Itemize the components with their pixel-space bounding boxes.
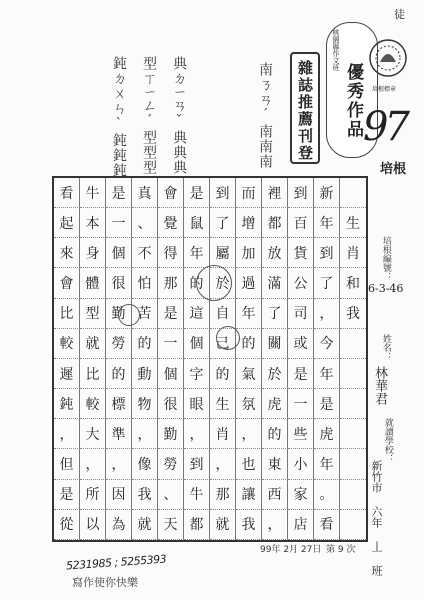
grid-cell: 年 (236, 299, 262, 329)
practice-word-1: 典ㄉㄧㄢˇ典典典 (171, 56, 187, 176)
grid-cell: 到 (184, 449, 210, 479)
grid-cell: 是 (54, 480, 80, 510)
grid-cell: 我 (236, 510, 262, 540)
grid-cell (340, 449, 366, 479)
grid-cell: 來 (54, 238, 80, 268)
grid-cell: 而 (236, 178, 262, 208)
grid-cell: 關 (262, 329, 288, 359)
grid-cell: 很 (106, 268, 132, 298)
grid-cell: 覺 (158, 208, 184, 238)
grid-cell: 肖 (340, 238, 366, 268)
grid-cell: 勤 (106, 299, 132, 329)
grid-cell: 是 (184, 178, 210, 208)
page-label: 第 9 次 (326, 545, 356, 555)
grid-cell: 百 (288, 208, 314, 238)
grid-cell: ， (132, 419, 158, 449)
school-label: 就讀學校： (382, 418, 393, 463)
grid-cell: 年 (314, 449, 340, 479)
grid-cell: 放 (262, 238, 288, 268)
grid-cell: 和 (340, 268, 366, 298)
grid-cell: 讓 (236, 480, 262, 510)
grid-cell: ， (262, 510, 288, 540)
grid-cell: 加 (236, 238, 262, 268)
grid-cell: 但 (54, 449, 80, 479)
grid-cell: 大 (80, 419, 106, 449)
grid-cell: 是 (314, 389, 340, 419)
recommend-stamp-label: 雜誌推薦刊登 (296, 60, 314, 162)
grid-cell (340, 480, 366, 510)
grid-cell: ， (80, 449, 106, 479)
grid-cell: 所 (80, 480, 106, 510)
practice-word-2: 型ㄒㄧㄥˊ型型型 (141, 56, 157, 176)
grid-cell: 眼 (184, 389, 210, 419)
peigen-logo-icon (368, 38, 408, 78)
grid-cell: ， (54, 419, 80, 449)
grid-cell: 都 (262, 208, 288, 238)
grid-cell: 的 (106, 359, 132, 389)
grid-cell: 因 (106, 480, 132, 510)
recommend-stamp (290, 52, 320, 164)
grid-cell: 己 (210, 329, 236, 359)
grid-cell: 新 (314, 178, 340, 208)
grid-cell: 動 (132, 359, 158, 389)
grid-cell: 鈍 (54, 389, 80, 419)
grid-cell: 的 (210, 359, 236, 389)
grid-cell: 西 (262, 480, 288, 510)
grid-cell: 像 (132, 449, 158, 479)
practice-word-extra: 南ㄋㄢˊ南南南 (257, 62, 273, 169)
grid-cell: 於 (210, 268, 236, 298)
grid-cell: 了 (314, 268, 340, 298)
grid-cell: 勞 (158, 449, 184, 479)
grid-cell: 氛 (236, 389, 262, 419)
name-value: 林華君 (372, 366, 387, 405)
grid-cell: 一 (106, 208, 132, 238)
grid-cell: 就 (132, 510, 158, 540)
grid-cell: 比 (80, 359, 106, 389)
grid-cell: 肖 (210, 419, 236, 449)
grid-cell: 增 (236, 208, 262, 238)
grid-cell: 個 (184, 329, 210, 359)
grid-cell: 小 (288, 449, 314, 479)
grid-cell: 苦 (132, 299, 158, 329)
grid-cell: 店 (288, 510, 314, 540)
grid-cell: 個 (158, 359, 184, 389)
correction-circle (118, 304, 140, 326)
grid-cell: 比 (54, 299, 80, 329)
grid-cell: ， (314, 299, 340, 329)
grid-cell: 、 (158, 480, 184, 510)
grid-cell: 以 (80, 510, 106, 540)
writing-grid (52, 176, 368, 542)
grid-cell: 了 (210, 208, 236, 238)
grid-cell: 物 (132, 389, 158, 419)
grid-cell: 今 (314, 329, 340, 359)
grid-cell: 司 (288, 299, 314, 329)
grid-cell: 是 (106, 178, 132, 208)
grid-cell: 到 (288, 178, 314, 208)
grid-cell: 鼠 (184, 208, 210, 238)
grid-cell: 於 (262, 359, 288, 389)
grid-cell: 年 (314, 208, 340, 238)
grid-cell (340, 178, 366, 208)
grid-cell: 字 (184, 359, 210, 389)
grid-cell: 遲 (54, 359, 80, 389)
grid-cell: 標 (106, 389, 132, 419)
grid-cell: 的 (262, 419, 288, 449)
grid-cell: 怕 (132, 268, 158, 298)
corner-mark: 徒 (394, 8, 405, 21)
grid-cell: 型 (80, 299, 106, 329)
grid-cell: 也 (236, 449, 262, 479)
grid-cell: 、 (132, 208, 158, 238)
grid-cell: 個 (106, 238, 132, 268)
grid-cell: 看 (54, 178, 80, 208)
grid-cell: 了 (262, 299, 288, 329)
school-value: 新竹市 六年 丄 班 (370, 460, 383, 576)
grid-cell: ， (236, 419, 262, 449)
date-label: 99年 2月 27日 (260, 545, 322, 555)
grid-cell: 到 (314, 238, 340, 268)
logo-caption: 培根標章 (372, 86, 397, 93)
grid-cell: 過 (236, 268, 262, 298)
correction-circle (216, 326, 240, 350)
grid-cell: ， (184, 419, 210, 449)
grid-cell: 這 (184, 299, 210, 329)
grid-cell: 貨 (288, 238, 314, 268)
grid-cell: 一 (158, 329, 184, 359)
badge-big-text: 優秀作品 (343, 63, 363, 139)
class-label: 培根編號： (380, 236, 391, 281)
grid-cell: 就 (80, 329, 106, 359)
grid-cell: 勤 (158, 419, 184, 449)
grid-cell: 。 (314, 480, 340, 510)
grid-cell: 看 (314, 510, 340, 540)
grid-cell: 的 (236, 329, 262, 359)
grid-cell: 會 (158, 178, 184, 208)
score: 97 (363, 104, 406, 150)
grid-cell (340, 329, 366, 359)
grid-cell: 不 (132, 238, 158, 268)
grid-cell: 牛 (184, 480, 210, 510)
grid-cell: 很 (158, 389, 184, 419)
grid-cell: 那 (210, 480, 236, 510)
grid-cell: 家 (288, 480, 314, 510)
grid-cell: 牛 (80, 178, 106, 208)
grid-cell: 一 (288, 389, 314, 419)
class-value: 6-3-46 (368, 282, 404, 295)
practice-word-3: 鈍ㄉㄨㄣˋ鈍鈍鈍 (111, 56, 127, 178)
grid-cell: 滿 (262, 268, 288, 298)
grid-cell: 氣 (236, 359, 262, 389)
grid-cell: ， (210, 449, 236, 479)
grid-cell (340, 419, 366, 449)
grid-cell: 虎 (262, 389, 288, 419)
grid-cell: 較 (80, 389, 106, 419)
grid-cell: 體 (80, 268, 106, 298)
grid-cell: 身 (80, 238, 106, 268)
grid-cell: 勞 (106, 329, 132, 359)
grid-cell: 天 (158, 510, 184, 540)
grid-cell: 些 (288, 419, 314, 449)
grid-cell: 虎 (314, 419, 340, 449)
teacher-label: 培根 (380, 162, 407, 177)
name-label: 姓名： (380, 334, 391, 361)
grid-cell: 屬 (210, 238, 236, 268)
correction-circle (196, 265, 232, 301)
grid-cell: 生 (210, 389, 236, 419)
grid-cell: 本 (80, 208, 106, 238)
grid-cell: 的 (184, 268, 210, 298)
grid-cell (340, 389, 366, 419)
grid-cell: ， (106, 449, 132, 479)
grid-cell: 的 (132, 329, 158, 359)
grid-cell: 年 (314, 359, 340, 389)
grid-cell: 得 (158, 238, 184, 268)
grid-cell: 準 (106, 419, 132, 449)
grid-cell: 就 (210, 510, 236, 540)
grid-cell: 自 (210, 299, 236, 329)
grid-cell: 到 (210, 178, 236, 208)
grid-cell: 從 (54, 510, 80, 540)
grid-cell: 為 (106, 510, 132, 540)
grid-cell: 是 (288, 359, 314, 389)
grid-cell: 真 (132, 178, 158, 208)
grid-cell: 都 (184, 510, 210, 540)
grid-cell: 生 (340, 208, 366, 238)
phone-numbers: 5231985 ; 5255393 (65, 552, 167, 573)
grid-cell: 或 (288, 329, 314, 359)
grid-cell: 我 (340, 299, 366, 329)
motto: 寫作使你快樂 (72, 576, 138, 589)
grid-cell: 那 (158, 268, 184, 298)
grid-cell: 裡 (262, 178, 288, 208)
grid-cell (340, 510, 366, 540)
grid-cell: 公 (288, 268, 314, 298)
grid-cell: 我 (132, 480, 158, 510)
grid-cell: 東 (262, 449, 288, 479)
grid-cell (340, 359, 366, 389)
grid-cell: 起 (54, 208, 80, 238)
grid-cell: 年 (184, 238, 210, 268)
grid-cell: 會 (54, 268, 80, 298)
grid-cell: 較 (54, 329, 80, 359)
badge-small-text: 桃園縣作文班 (332, 29, 340, 71)
grid-cell: 是 (158, 299, 184, 329)
